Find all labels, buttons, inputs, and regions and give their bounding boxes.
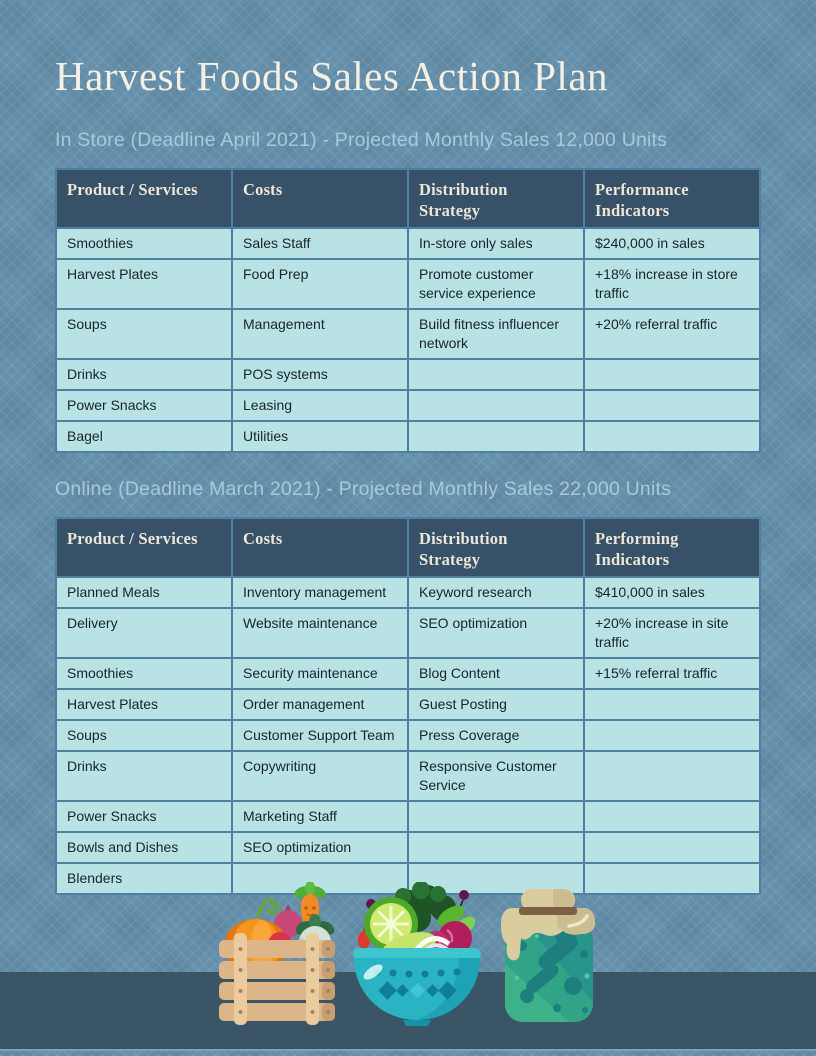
table-cell: POS systems — [232, 359, 408, 390]
header-row — [56, 169, 760, 228]
online-table — [55, 517, 761, 895]
table-cell: Customer Support Team — [232, 720, 408, 751]
vegetable-crate-icon — [218, 882, 336, 1026]
column-header: Performing Indicators — [584, 518, 760, 577]
table-cell — [584, 801, 760, 832]
column-header: Product / Services — [56, 518, 232, 577]
table-cell: Management — [232, 309, 408, 359]
table-cell — [408, 801, 584, 832]
table-cell: Harvest Plates — [56, 259, 232, 309]
table-cell — [584, 359, 760, 390]
column-header: Product / Services — [56, 169, 232, 228]
table-cell: +18% increase in store traffic — [584, 259, 760, 309]
table-cell: Delivery — [56, 608, 232, 658]
table-cell: Responsive Customer Service — [408, 751, 584, 801]
table-cell: Copywriting — [232, 751, 408, 801]
table-cell: Inventory management — [232, 577, 408, 608]
table-cell: Harvest Plates — [56, 689, 232, 720]
table-cell — [584, 390, 760, 421]
column-header: Costs — [232, 169, 408, 228]
table-cell — [584, 863, 760, 894]
table-cell: Smoothies — [56, 658, 232, 689]
table-row — [56, 228, 760, 259]
table-row — [56, 751, 760, 801]
table-cell: Food Prep — [232, 259, 408, 309]
table-row — [56, 801, 760, 832]
table-cell: $410,000 in sales — [584, 577, 760, 608]
table-cell: Keyword research — [408, 577, 584, 608]
table-cell: Planned Meals — [56, 577, 232, 608]
table-cell: +15% referral traffic — [584, 658, 760, 689]
table-row — [56, 577, 760, 608]
column-header: Performance Indicators — [584, 169, 760, 228]
table-cell — [584, 720, 760, 751]
table-cell: Leasing — [232, 390, 408, 421]
table-cell: Security maintenance — [232, 658, 408, 689]
table-cell — [408, 832, 584, 863]
table-cell: SEO optimization — [408, 608, 584, 658]
table-cell — [408, 421, 584, 452]
table-cell: Marketing Staff — [232, 801, 408, 832]
table-row — [56, 259, 760, 309]
table-row — [56, 390, 760, 421]
table-cell: Bowls and Dishes — [56, 832, 232, 863]
column-header: Distribution Strategy — [408, 169, 584, 228]
table-cell — [408, 390, 584, 421]
section-heading-in-store: In Store (Deadline April 2021) - Projected Monthly Sales 12,000 Units — [55, 129, 668, 151]
in-store-table — [55, 168, 761, 453]
page-title: Harvest Foods Sales Action Plan — [55, 53, 609, 99]
table-row — [56, 359, 760, 390]
header-row — [56, 518, 760, 577]
table-cell — [584, 832, 760, 863]
salad-bowl-icon — [351, 882, 483, 1026]
table-row — [56, 608, 760, 658]
table-cell — [584, 689, 760, 720]
table-row — [56, 720, 760, 751]
table-cell: Promote customer service experience — [408, 259, 584, 309]
table-row — [56, 658, 760, 689]
table-cell: In-store only sales — [408, 228, 584, 259]
table-cell — [408, 359, 584, 390]
table-cell: $240,000 in sales — [584, 228, 760, 259]
table-cell: Order management — [232, 689, 408, 720]
table-cell: SEO optimization — [232, 832, 408, 863]
table-cell: Soups — [56, 309, 232, 359]
table-cell: +20% increase in site traffic — [584, 608, 760, 658]
pickle-jar-icon — [497, 886, 599, 1028]
table-cell — [584, 421, 760, 452]
section-heading-online: Online (Deadline March 2021) - Projected Monthly Sales 22,000 Units — [55, 478, 672, 500]
table-cell: Guest Posting — [408, 689, 584, 720]
table-cell: Website maintenance — [232, 608, 408, 658]
table-cell: Soups — [56, 720, 232, 751]
table-cell: Build fitness influencer network — [408, 309, 584, 359]
table-cell: Press Coverage — [408, 720, 584, 751]
table-cell: Blenders — [56, 863, 232, 894]
table-cell: Drinks — [56, 751, 232, 801]
table-cell: +20% referral traffic — [584, 309, 760, 359]
table-cell: Power Snacks — [56, 390, 232, 421]
table-cell: Drinks — [56, 359, 232, 390]
table-row — [56, 689, 760, 720]
table-cell: Bagel — [56, 421, 232, 452]
table-row — [56, 309, 760, 359]
table-cell: Smoothies — [56, 228, 232, 259]
column-header: Costs — [232, 518, 408, 577]
column-header: Distribution Strategy — [408, 518, 584, 577]
table-cell: Sales Staff — [232, 228, 408, 259]
table-cell: Power Snacks — [56, 801, 232, 832]
table-row — [56, 832, 760, 863]
table-cell: Utilities — [232, 421, 408, 452]
table-row — [56, 421, 760, 452]
table-cell: Blog Content — [408, 658, 584, 689]
table-cell — [584, 751, 760, 801]
